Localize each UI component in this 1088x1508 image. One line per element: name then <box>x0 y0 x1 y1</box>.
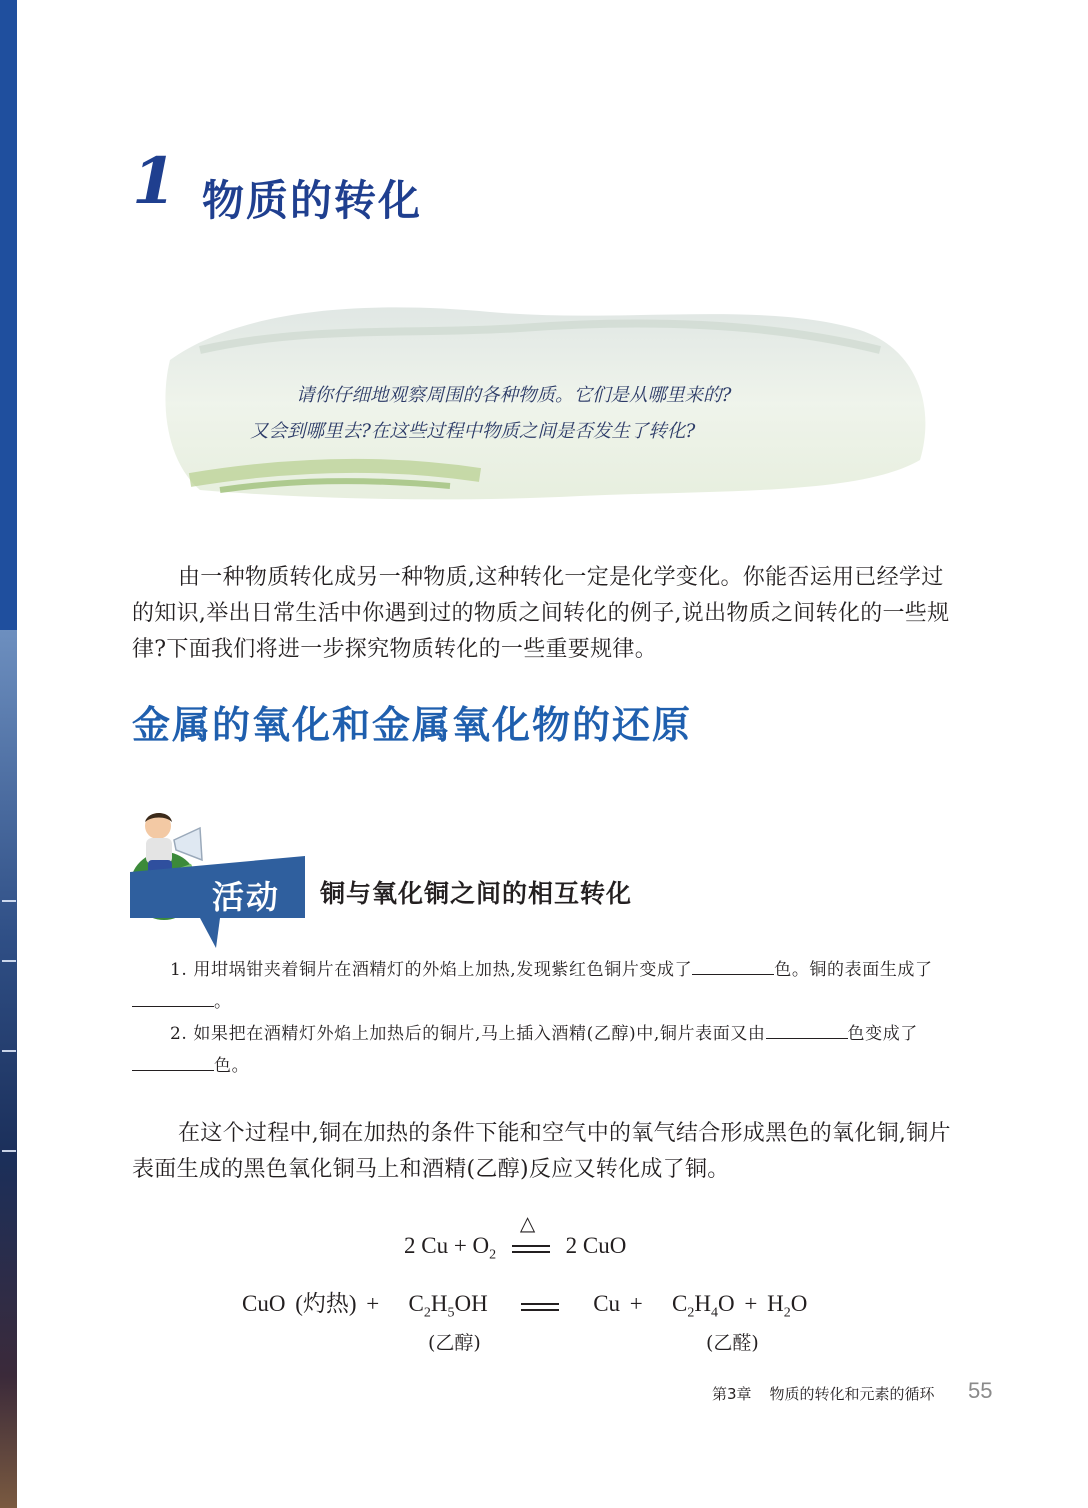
step1-text-b: 色。铜的表面生成了 <box>774 960 933 980</box>
side-decoration-strip <box>0 0 17 1508</box>
answer-blank[interactable] <box>132 1052 214 1071</box>
section-title: 金属的氧化和金属氧化物的还原 <box>132 703 693 747</box>
ethanol-note: (乙醇) <box>428 1332 481 1354</box>
heat-symbol: △ <box>519 1212 536 1235</box>
eq2-reactant-2: $C_2H_5OH$ <box>408 1291 488 1321</box>
equation-copper-oxidation <box>404 1212 627 1263</box>
activity-label: 活动 <box>212 878 281 916</box>
equals-sign <box>521 1294 559 1318</box>
side-blue-band <box>0 0 17 630</box>
step2-text-b: 色变成了 <box>847 1024 918 1044</box>
intro-line-2: 又会到哪里去?在这些过程中物质之间是否发生了转化? <box>250 421 696 442</box>
step2-text-a: 2. 如果把在酒精灯外焰上加热后的铜片,马上插入酒精(乙醇)中,铜片表面又由 <box>170 1024 766 1044</box>
intro-line-1: 请你仔细地观察周围的各种物质。它们是从哪里来的? <box>296 385 732 406</box>
page-footer <box>712 1383 935 1404</box>
acetaldehyde-note: (乙醛) <box>706 1332 759 1354</box>
activity-step-1 <box>132 954 962 1018</box>
page-number: 55 <box>968 1378 993 1403</box>
footer-chapter-title: 物质的转化和元素的循环 <box>769 1385 935 1403</box>
chapter-title: 物质的转化 <box>202 176 423 225</box>
answer-blank[interactable] <box>132 988 214 1007</box>
eq2-products: $C_2H_4O + H_2O$ <box>672 1291 808 1321</box>
eq1-reactants: 2 Cu + O <box>404 1233 490 1258</box>
step1-text-a: 1. 用坩埚钳夹着铜片在酒精灯的外焰上加热,发现紫红色铜片变成了 <box>170 960 693 980</box>
step2-text-c: 色。 <box>214 1056 250 1076</box>
intro-paragraph: 由一种物质转化成另一种物质,这种转化一定是化学变化。你能否运用已经学过的知识,举出日常生活中你遇到过的物质之间转化的例子,说出物质之间转化的一些规律?下面我们将进一步探究物质转化的一些重要规律。 <box>132 565 950 662</box>
activity-header <box>130 810 690 950</box>
eq1-subscript: 2 <box>489 1247 497 1263</box>
chapter-number: 1 <box>132 144 177 219</box>
activity-title: 铜与氧化铜之间的相互转化 <box>320 879 633 908</box>
eq1-product: 2 CuO <box>565 1233 627 1258</box>
footer-chapter: 第3章 <box>712 1385 752 1403</box>
answer-blank[interactable] <box>766 1020 848 1039</box>
intro-question <box>250 378 850 450</box>
eq2-reactant-1: CuO (灼热) + <box>242 1291 380 1316</box>
explanation-paragraph: 在这个过程中,铜在加热的条件下能和空气中的氧气结合形成黑色的氧化铜,铜片表面生成的黑色氧化铜马上和酒精(乙醇)反应又转化成了铜。 <box>132 1121 951 1182</box>
answer-blank[interactable] <box>692 956 774 975</box>
step1-text-c: 。 <box>214 992 232 1012</box>
activity-step-2 <box>132 1018 962 1082</box>
eq2-product-1: Cu + <box>593 1291 643 1316</box>
equation-copper-oxide-reduction <box>242 1292 807 1321</box>
heat-equals-sign <box>512 1212 550 1260</box>
side-lightning-photo <box>0 630 17 1508</box>
